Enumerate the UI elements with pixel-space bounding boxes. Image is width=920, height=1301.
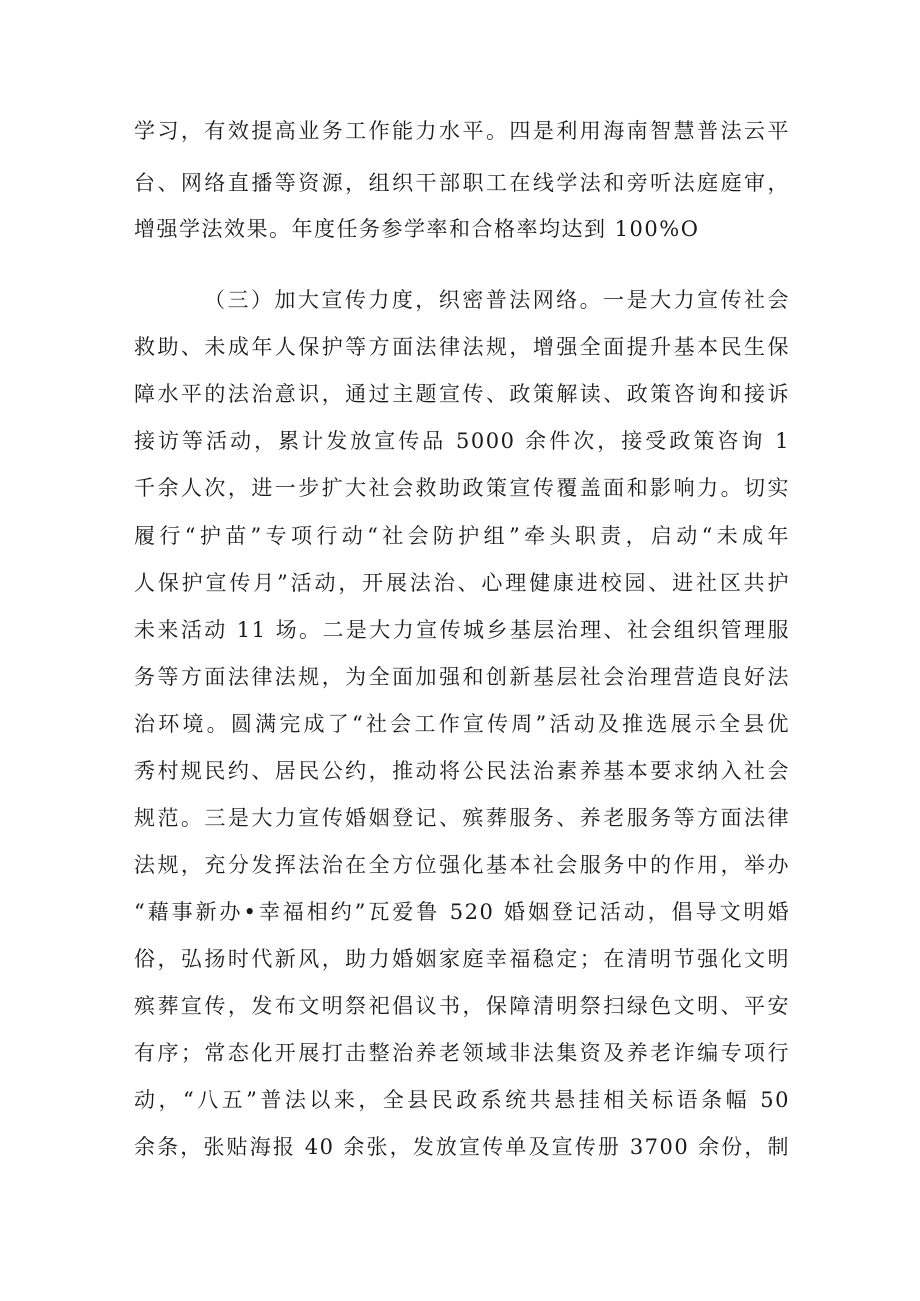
paragraph-2-line-1: （三）加大宣传力度，织密普法网络。一是大力宣传社会 <box>204 288 790 312</box>
paragraph-2-line-14: “藉事新办•幸福相约”瓦爱鲁 520 婚姻登记活动，倡导文明婚 <box>134 900 790 924</box>
paragraph-2-line-18: 动，“八五”普法以来，全县民政系统共悬挂相关标语条幅 50 <box>134 1088 790 1112</box>
paragraph-2-line-16: 殡葬宣传，发布文明祭祀倡议书，保障清明祭扫绿色文明、平安 <box>134 994 790 1018</box>
paragraph-2-line-19: 余条，张贴海报 40 余张，发放宣传单及宣传册 3700 余份，制 <box>134 1135 790 1159</box>
paragraph-2-line-2: 救助、未成年人保护等方面法律法规，增强全面提升基本民生保 <box>134 335 790 359</box>
paragraph-1-line-2: 台、网络直播等资源，组织干部职工在线学法和旁听法庭庭审， <box>134 171 790 195</box>
paragraph-2-line-10: 治环境。圆满完成了“社会工作宣传周”活动及推选展示全县优 <box>134 712 790 736</box>
paragraph-2-line-8: 未来活动 11 场。二是大力宣传城乡基层治理、社会组织管理服 <box>134 618 790 642</box>
paragraph-2-line-6: 履行“护苗”专项行动“社会防护组”牵头职责，启动“未成年 <box>134 524 790 548</box>
paragraph-2-line-3: 障水平的法治意识，通过主题宣传、政策解读、政策咨询和接诉 <box>134 382 790 406</box>
paragraph-2-line-9: 务等方面法律法规，为全面加强和创新基层社会治理营造良好法 <box>134 665 790 689</box>
paragraph-2-line-17: 有序；常态化开展打击整治养老领域非法集资及养老诈编专项行 <box>134 1041 790 1065</box>
paragraph-1-line-3: 增强学法效果。年度任务参学率和合格率均达到 100%O <box>134 217 700 241</box>
paragraph-2-line-7: 人保护宣传月”活动，开展法治、心理健康进校园、进社区共护 <box>134 571 790 595</box>
paragraph-2-line-13: 法规，充分发挥法治在全方位强化基本社会服务中的作用，举办 <box>134 853 790 877</box>
paragraph-2-line-4: 接访等活动，累计发放宣传品 5000 余件次，接受政策咨询 1 <box>134 429 790 453</box>
paragraph-2-line-11: 秀村规民约、居民公约，推动将公民法治素养基本要求纳入社会 <box>134 759 790 783</box>
paragraph-2-line-15: 俗，弘扬时代新风，助力婚姻家庭幸福稳定；在清明节强化文明 <box>134 947 790 971</box>
paragraph-2-line-5: 千余人次，进一步扩大社会救助政策宣传覆盖面和影响力。切实 <box>134 476 790 500</box>
paragraph-2-line-12: 规范。三是大力宣传婚姻登记、殡葬服务、养老服务等方面法律 <box>134 806 790 830</box>
paragraph-1-line-1: 学习，有效提高业务工作能力水平。四是利用海南智慧普法云平 <box>134 119 790 143</box>
